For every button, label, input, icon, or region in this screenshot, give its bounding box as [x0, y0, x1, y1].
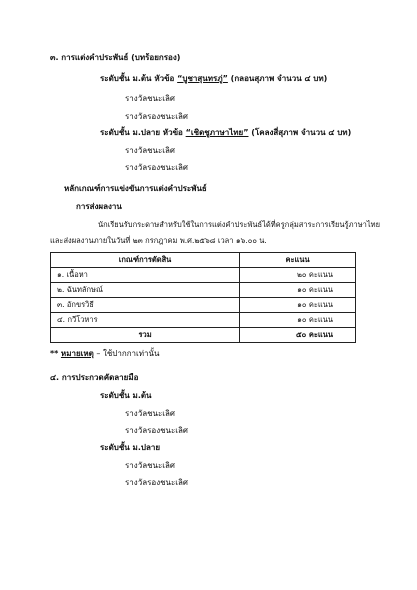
note-prefix: ** — [50, 349, 59, 358]
section4-junior-level: ระดับชั้น ม.ต้น — [100, 391, 152, 400]
note-text: – ใช้ปากกาเท่านั้น — [96, 349, 160, 358]
junior-topic: “บูชาสุนทรภู่” — [177, 74, 228, 83]
section4-senior-level: ระดับชั้น ม.ปลาย — [100, 443, 161, 452]
score-cell: ๑๐ คะแนน — [240, 283, 356, 298]
senior-format: (โคลงสี่สุภาพ จำนวน ๔ บท) — [251, 128, 352, 137]
s4-senior-award-second: รางวัลรองชนะเลิศ — [125, 478, 189, 487]
junior-award-first: รางวัลชนะเลิศ — [125, 94, 175, 103]
note-label: หมายเหตุ — [60, 349, 94, 358]
criterion-cell: ๓. อักขรวิธี — [51, 298, 240, 313]
table-total-row — [51, 328, 356, 343]
junior-award-second: รางวัลรองชนะเลิศ — [125, 112, 189, 121]
senior-award-first: รางวัลชนะเลิศ — [125, 146, 175, 155]
criterion-cell: ๒. ฉันทลักษณ์ — [51, 283, 240, 298]
score-cell: ๑๐ คะแนน — [240, 313, 356, 328]
score-cell: ๑๐ คะแนน — [240, 298, 356, 313]
submission-paragraph-line1: นักเรียนรับกระดาษสำหรับใช้ในการแต่งคำประพันธ์ได้ที่ครูกลุ่มสาระการเรียนรู้ภาษาไทย — [98, 220, 381, 229]
s4-junior-award-first: รางวัลชนะเลิศ — [125, 409, 175, 418]
score-cell: ๒๐ คะแนน — [240, 268, 356, 283]
section3-senior-level — [100, 128, 351, 138]
criterion-cell: ๔. กวีโวหาร — [51, 313, 240, 328]
s4-junior-award-second: รางวัลรองชนะเลิศ — [125, 426, 189, 435]
total-score: ๕๐ คะแนน — [240, 328, 356, 343]
header-criteria: เกณฑ์การตัดสิน — [51, 253, 240, 268]
header-score: คะแนน — [240, 253, 356, 268]
section3-junior-level — [100, 74, 327, 84]
junior-format: (กลอนสุภาพ จำนวน ๔ บท) — [230, 74, 328, 83]
total-label: รวม — [51, 328, 240, 343]
senior-award-second: รางวัลรองชนะเลิศ — [125, 163, 189, 172]
criteria-table — [50, 252, 356, 343]
junior-level-prefix: ระดับชั้น ม.ต้น หัวข้อ — [100, 74, 175, 83]
table-row — [51, 313, 356, 328]
note-line — [50, 349, 159, 359]
criterion-cell: ๑. เนื้อหา — [51, 268, 240, 283]
s4-senior-award-first: รางวัลชนะเลิศ — [125, 461, 175, 470]
submission-paragraph-line2: และส่งผลงานภายในวันที่ ๒๓ กรกฎาคม พ.ศ.๒๕๖๘ เวลา ๑๖.๐๐ น. — [50, 236, 267, 245]
table-row — [51, 268, 356, 283]
section4-heading: ๔. การประกวดคัดลายมือ — [50, 373, 139, 382]
table-row — [51, 298, 356, 313]
table-header-row — [51, 253, 356, 268]
submission-heading: การส่งผลงาน — [76, 202, 122, 211]
senior-topic: “เชิดชูภาษาไทย” — [185, 128, 249, 137]
section3-heading: ๓. การแต่งคำประพันธ์ (บทร้อยกรอง) — [50, 53, 181, 62]
senior-level-prefix: ระดับชั้น ม.ปลาย หัวข้อ — [100, 128, 183, 137]
table-row — [51, 283, 356, 298]
criteria-heading: หลักเกณฑ์การแข่งขันการแต่งคำประพันธ์ — [64, 184, 207, 193]
